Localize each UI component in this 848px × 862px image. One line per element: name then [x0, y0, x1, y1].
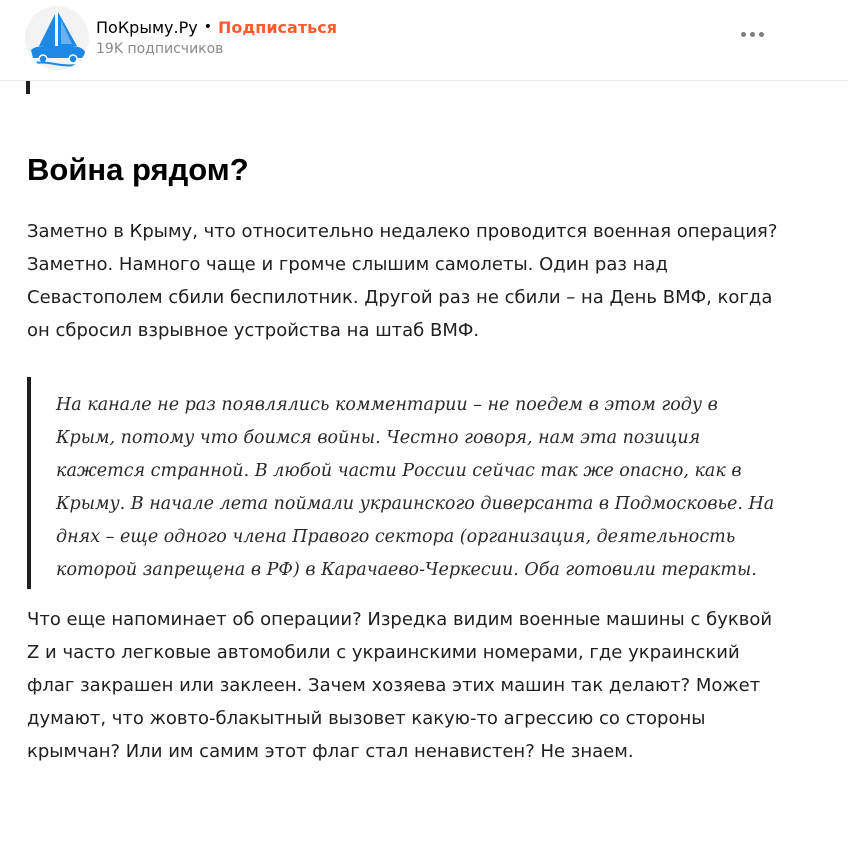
more-options-button[interactable] [734, 22, 770, 46]
article-paragraph: Что еще напоминает об операции? Изредка видим военные машины с буквой Z и часто легковые автомобили с украинскими номерами, где украинский флаг закрашен или заклеен. Зачем хозяева этих машин так делают? Может думают, что жовто-блакытный вызовет какую-то агрессию со стороны крымчан? Или им самим этот флаг стал ненавистен? Не знаем. [27, 609, 773, 762]
subscribe-button[interactable]: Подписаться [217, 17, 337, 37]
channel-name-link[interactable]: ПоКрыму.Ру [96, 17, 198, 37]
channel-header [0, 0, 848, 81]
subscriber-count: 19K подписчиков [96, 41, 224, 57]
article-paragraph: Заметно в Крыму, что относительно недалеко проводится военная операция? Заметно. Намного чаще и громче слышим самолеты. Один раз над Севастополем сбили беспилотник. Другой раз не сбили – на День ВМФ, когда он сбросил взрывное устройства на штаб ВМФ. [27, 221, 778, 341]
more-horizontal-icon [741, 32, 746, 37]
previous-quote-border [26, 80, 30, 94]
article-body [27, 148, 787, 768]
sailboat-logo-icon [25, 6, 89, 70]
title-separator: • [203, 19, 212, 35]
section-heading: Война рядом? [27, 152, 249, 187]
more-horizontal-icon [759, 32, 764, 37]
channel-title-line [96, 16, 337, 38]
article-quote: На канале не раз появлялись комментарии – не поедем в этом году в Крым, потому что боимся войны. Честно говоря, нам эта позиция кажется странной. В любой части России сейчас так же опасно, как в Крыму. В начале лета поймали украинского диверсанта в Подмосковье. На днях – еще одного члена Правого сектора (организация, деятельность которой запрещена в РФ) в Карачаево-Черкесии. Оба готовили теракты. [27, 377, 776, 589]
more-horizontal-icon [750, 32, 755, 37]
channel-avatar[interactable] [25, 6, 89, 70]
